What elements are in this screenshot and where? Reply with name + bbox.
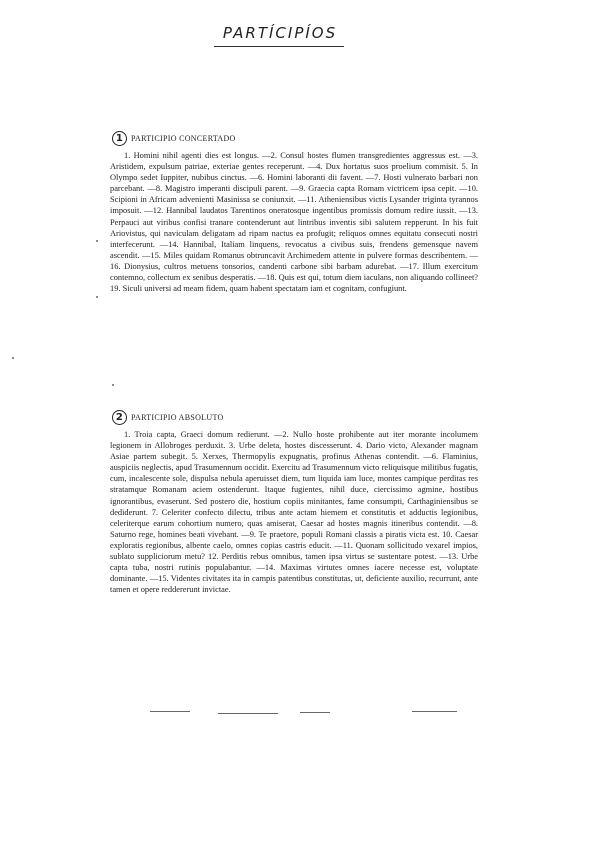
section-1-text: 1. Homini nihil agenti dies est longus. —2. Consul hostes flumen transgredientes aggressus est. —3. Aristidem, expulsum patriae, exteriae gentes receperunt. —4. Dux hortatus suos proelium commisit. 5. In Olympo sedet Iuppiter, nubibus cinctus. —6. Homini laboranti dii favent. —7. Hosti vulnerato barbari non parcebant. —8. Magistro imperanti discipuli parent. —9. Graecia capta Romam victricem ipsa cepit. —10. Scipioni in Africam advenienti Masinissa se coniunxit. —11. Atheniensibus victis Lysander triginta tyrannos imposuit. —12. Hannibal laudatos Tarentinos oneratosque ingentibus promissis domum redire iussit. —13. Perpauci aut viribus confisi tranare contenderunt aut lintribus inventis sibi salutem repperunt. In his fuit Ariovistus, qui naviculam deligatam ad ripam nactus ea profugit; reliquos omnes equitatu consecuti nostri interfecerunt. —14. Hannibal, Italiam linquens, revocatus a civibus suis, frendens gemensque navem ascendit. —15. Miles quidam Romanus obtruncavit Archimedem attente in pulvere formas describentem. —16. Dionysius, cultros metuens tonsorios, candenti carbone sibi barbam adurebat. —17. Illum exercitum contemno, collectum ex senibus desperatis. —18. Quis est qui, totum diem iaculans, non aliquando collineet? 19. Siculi universi ad meam fidem, quam habent spectatam iam et cognitam, confugiunt. [110,151,478,294]
scan-mark [96,240,98,242]
section-2-number: 2 [112,410,127,425]
section-2-text: 1. Troia capta, Graeci domum redierunt. —2. Nullo hoste prohibente aut iter morante incolumem legionem in Allobroges perduxit. 3. Urbe deleta, hostes discesserunt. 4. Dario victo, Alexander magnam Asiae partem subegit. 5. Xerxes, Thermopylis expugnatis, profinus Athenas contendit. —6. Flaminius, auspiciis neglectis, apud Trasumennum occidit. Exercitu ad Trasumennum victo reliquisque militibus fugatis, cum, incalescente sole, dispulsa nebula aperuisset diem, tum liquida iam luce, montes campique perditas res stratamque Romanam aciem ostenderunt. Itaque fugientes, nihil duce, ciercissimo agmine, hostibus ignorantibus, evaserunt. Sed postero die, hostium copiis minitantes, fame consumpti, Carthaginiensibus se dediderunt. 7. Celeriter confecto dilectu, tribus ante actam hiemem et constitutis et adductis legionibus, celeriterque earum cohortium numero, quas amiserat, Caesar ad hostes magnis itineribus contendit. —8. Saturno rege, homines beati vivebant. —9. Te praetore, populi Romani classis a piratis victa est. 10. Caesar exploratis regionibus, albente caelo, omnes copias castris educit. —11. Quonam sollicitudo vexarel impios, sublato suppliciorum metu? 12. Perditis rebus omnibus, tamen ipsa virtus se sustentare potest. —13. Urbe capta tuba, nostri rutinis populabantur. —14. Maximas virtutes omnes iacere necesse est, voluptate dominante. —15. Videntes civitates ita in campis patentibus constitutas, ut, deficiente auxilio, recurrunt, ante tamen et opere reddererunt invictae. [110,430,478,595]
section-1-number: 1 [112,131,127,146]
section-2-title: PARTICIPIO ABSOLUTO [131,413,224,422]
scan-mark [412,711,457,712]
title-underline [214,46,344,47]
page-title: PARTÍCIPÍOS [222,24,338,42]
scan-mark [150,711,190,712]
scan-mark [218,713,278,714]
scan-mark [12,357,14,359]
section-1-title: PARTICIPIO CONCERTADO [131,134,236,143]
scan-mark [112,384,114,386]
section-1-heading [112,131,236,146]
scan-mark [300,712,330,713]
scan-mark [96,296,98,298]
section-2-heading [112,410,224,425]
